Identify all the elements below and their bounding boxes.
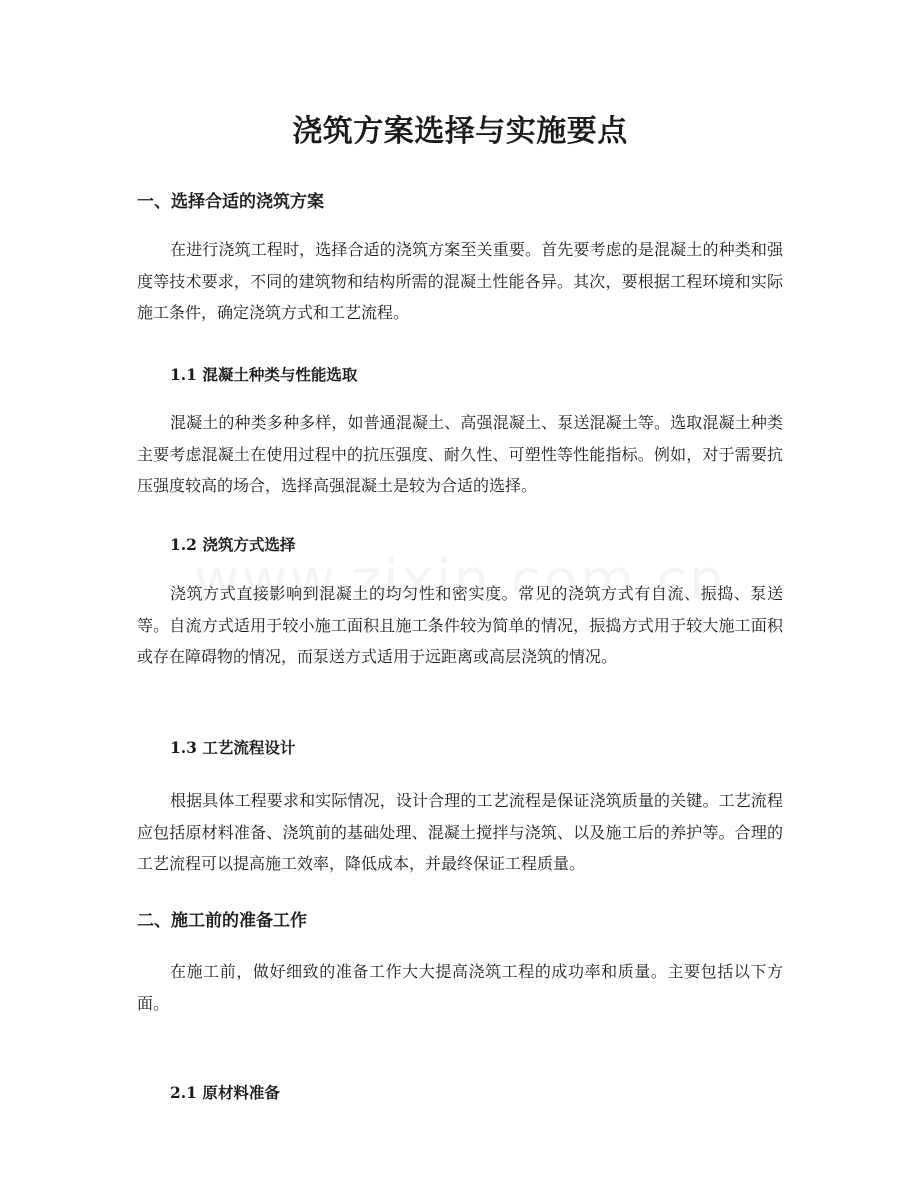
subsection-heading-1-3: 1.3 工艺流程设计 [170, 738, 296, 757]
section-2-intro: 在施工前，做好细致的准备工作大大提高浇筑工程的成功率和质量。主要包括以下方面。 [137, 962, 783, 1013]
subsection-heading-1-1: 1.1 混凝土种类与性能选取 [170, 365, 358, 384]
subsection-heading-1-2: 1.2 浇筑方式选择 [170, 535, 296, 554]
document-title: 浇筑方案选择与实施要点 [292, 114, 628, 149]
subsection-1-2-text: 浇筑方式直接影响到混凝土的均匀性和密实度。常见的浇筑方式有自流、振捣、泵送等。自流方式适用于较小施工面积且施工条件较为简单的情况，振捣方式用于较大施工面积或存在障碍物的情况，而泵送方式适用于远距离或高层浇筑的情况。 [137, 584, 783, 666]
subsection-heading-2-1: 2.1 原材料准备 [170, 1083, 280, 1102]
section-heading-1: 一、选择合适的浇筑方案 [137, 192, 324, 212]
subsection-1-3-text: 根据具体工程要求和实际情况，设计合理的工艺流程是保证浇筑质量的关键。工艺流程应包括原材料准备、浇筑前的基础处理、混凝土搅拌与浇筑、以及施工后的养护等。合理的工艺流程可以提高施工效率，降低成本，并最终保证工程质量。 [137, 791, 783, 873]
subsection-1-1-text: 混凝土的种类多种多样，如普通混凝土、高强混凝土、泵送混凝土等。选取混凝土种类主要考虑混凝土在使用过程中的抗压强度、耐久性、可塑性等性能指标。例如，对于需要抗压强度较高的场合，选择高强混凝土是较为合适的选择。 [137, 413, 783, 495]
section-1-intro: 在进行浇筑工程时，选择合适的浇筑方案至关重要。首先要考虑的是混凝土的种类和强度等技术要求，不同的建筑物和结构所需的混凝土性能各异。其次，要根据工程环境和实际施工条件，确定浇筑方式和工艺流程。 [137, 240, 783, 322]
section-heading-2: 二、施工前的准备工作 [137, 911, 307, 931]
